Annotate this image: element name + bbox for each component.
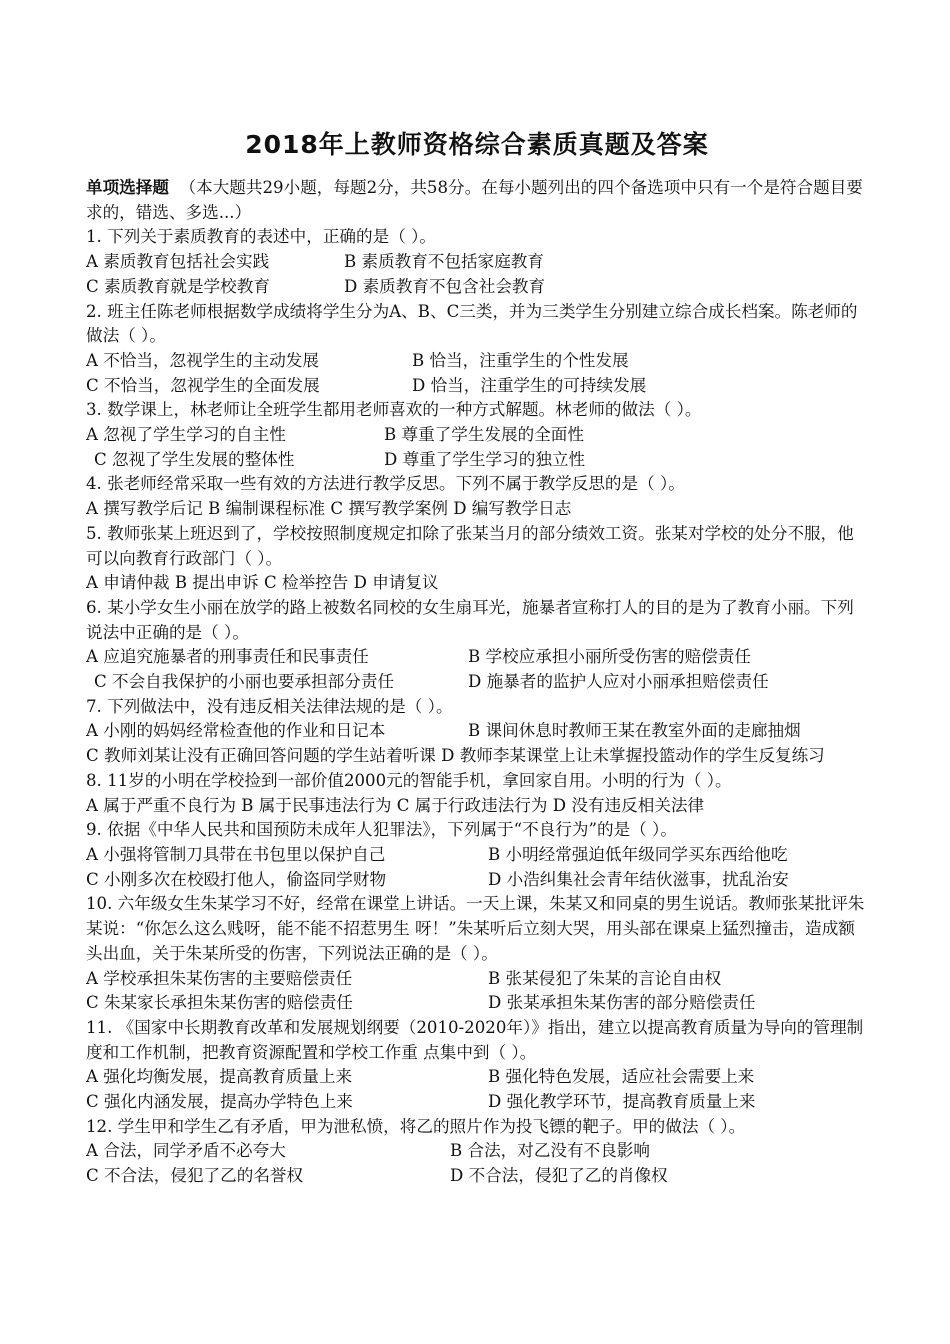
option-row [86,868,868,893]
option-b: B 张某侵犯了朱某的言论自由权 [488,968,722,988]
option-d: D 尊重了学生学习的独立性 [384,449,586,469]
option-c-d: C 教师刘某让没有正确回答问题的学生站着听课 D 教师李某课堂上让未掌握投篮动作的学生反复练习 [86,746,825,766]
option-list: A 属于严重不良行为 B 属于民事违法行为 C 属于行政违法行为 D 没有违反相关法律 [86,795,705,815]
option-row [86,423,868,448]
question-stem: 6. 某小学女生小丽在放学的路上被数名同校的女生扇耳光，施暴者宣称打人的目的是为了教育小丽。下列说法中正确的是（ ）。 [86,597,854,642]
option-a: A 忽视了学生学习的自主性 [86,425,286,445]
question-stem: 12. 学生甲和学生乙有矛盾，甲为泄私愤，将乙的照片作为投飞镖的靶子。甲的做法（ ）。 [86,1116,746,1136]
section-label: 单项选择题 [86,178,169,197]
question-stem: 11. 《国家中长期教育改革和发展规划纲要（2010-2020年）》指出，建立以提高教育质量为导向的管理制度和工作机制，把教育资源配置和学校工作重 点集中到（ ）。 [86,1017,864,1062]
option-b: B 尊重了学生发展的全面性 [384,425,584,445]
option-d: D 强化教学环节，提高教育质量上来 [488,1092,756,1112]
option-list: A 撰写教学后记 B 编制课程标准 C 撰写教学案例 D 编写教学日志 [86,499,572,519]
option-c: C 小刚多次在校殴打他人，偷盗同学财物 [86,869,387,889]
question-stem: 3. 数学课上，林老师让全班学生都用老师喜欢的一种方式解题。林老师的做法（ ）。 [86,400,702,420]
question-stem: 7. 下列做法中，没有违反相关法律法规的是（ ）。 [86,696,453,716]
option-c: C 强化内涵发展，提高办学特色上来 [86,1092,353,1112]
option-row [86,967,868,992]
option-row [86,794,868,819]
option-row [86,1065,868,1090]
option-row [86,719,868,744]
option-row [86,448,868,473]
option-a: A 不恰当，忽视学生的主动发展 [86,350,319,370]
section-instructions: （本大题共29小题，每题2分，共58分。在每小题列出的四个备选项中只有一个是符合题目要求的，错选、多选...） [86,178,863,222]
option-a: A 应追究施暴者的刑事责任和民事责任 [86,647,369,667]
option-b: B 强化特色发展，适应社会需要上来 [488,1067,755,1087]
option-a: A 小强将管制刀具带在书包里以保护自己 [86,844,386,864]
option-row [86,1090,868,1115]
document-title: 2018年上教师资格综合素质真题及答案 [245,130,709,159]
option-row [86,571,868,596]
option-row [86,1139,868,1164]
option-row [86,250,868,275]
option-row [86,843,868,868]
option-row [86,275,868,300]
option-d: D 不合法，侵犯了乙的肖像权 [450,1166,668,1186]
option-row [86,645,868,670]
question-stem: 9. 依据《中华人民共和国预防未成年人犯罪法》，下列属于“不良行为”的是（ ）。 [86,820,677,840]
question-stem: 8. 11岁的小明在学校捡到一部价值2000元的智能手机，拿回家自用。小明的行为（ ）。 [86,770,732,790]
option-row [86,349,868,374]
option-row [86,1164,868,1189]
section-intro [86,176,868,225]
option-row [86,497,868,522]
question-stem: 5. 教师张某上班迟到了，学校按照制度规定扣除了张某当月的部分绩效工资。张某对学校的处分不服，他可以向教育行政部门（ ）。 [86,523,854,568]
option-a: A 强化均衡发展，提高教育质量上来 [86,1067,353,1087]
option-row [86,991,868,1016]
option-row [86,374,868,399]
option-row [86,670,868,695]
option-a: A 学校承担朱某伤害的主要赔偿责任 [86,968,353,988]
option-a: A 素质教育包括社会实践 [86,252,270,272]
option-b: B 小明经常强迫低年级同学买东西给他吃 [488,844,788,864]
option-list: A 申请仲裁 B 提出申诉 C 检举控告 D 申请复议 [86,573,439,593]
option-d: D 施暴者的监护人应对小丽承担赔偿责任 [468,672,769,692]
option-b: B 恰当，注重学生的个性发展 [412,350,629,370]
option-d: D 小浩纠集社会青年结伙滋事，扰乱治安 [488,869,789,889]
option-c: C 忽视了学生发展的整体性 [94,449,295,469]
option-a: A 小刚的妈妈经常检查他的作业和日记本 [86,721,386,741]
option-c: C 不合法，侵犯了乙的名誉权 [86,1166,304,1186]
question-stem: 2. 班主任陈老师根据数学成绩将学生分为A、B、C三类，并为三类学生分别建立综合成长档案。陈老师的做法（ ）。 [86,301,858,346]
option-c: C 素质教育就是学校教育 [86,276,270,296]
option-c: C 不恰当，忽视学生的全面发展 [86,375,320,395]
option-c: C 朱某家长承担朱某伤害的赔偿责任 [86,993,353,1013]
option-d: D 素质教育不包含社会教育 [344,276,546,296]
question-stem: 4. 张老师经常采取一些有效的方法进行教学反思。下列不属于教学反思的是（ ）。 [86,474,685,494]
option-b: B 学校应承担小丽所受伤害的赔偿责任 [468,647,751,667]
question-stem: 10. 六年级女生朱某学习不好，经常在课堂上讲话。一天上课，朱某又和同桌的男生说话。教师张某批评朱某说：“你怎么这么贱呀，能不能不招惹男生 呀！”朱某听后立刻大哭，用头部在课桌上猛烈撞击，造成额头出血，关于朱某所受的伤害，下列说法正确的是（ ）。 [86,894,865,963]
option-a: A 合法，同学矛盾不必夸大 [86,1141,286,1161]
option-d: D 恰当，注重学生的可持续发展 [412,375,647,395]
option-c: C 不会自我保护的小丽也要承担部分责任 [94,672,395,692]
option-b: B 课间休息时教师王某在教室外面的走廊抽烟 [468,721,801,741]
question-stem: 1. 下列关于素质教育的表述中，正确的是（ ）。 [86,227,436,247]
option-b: B 合法，对乙没有不良影响 [450,1141,650,1161]
option-d: D 张某承担朱某伤害的部分赔偿责任 [488,993,756,1013]
option-b: B 素质教育不包括家庭教育 [344,252,544,272]
